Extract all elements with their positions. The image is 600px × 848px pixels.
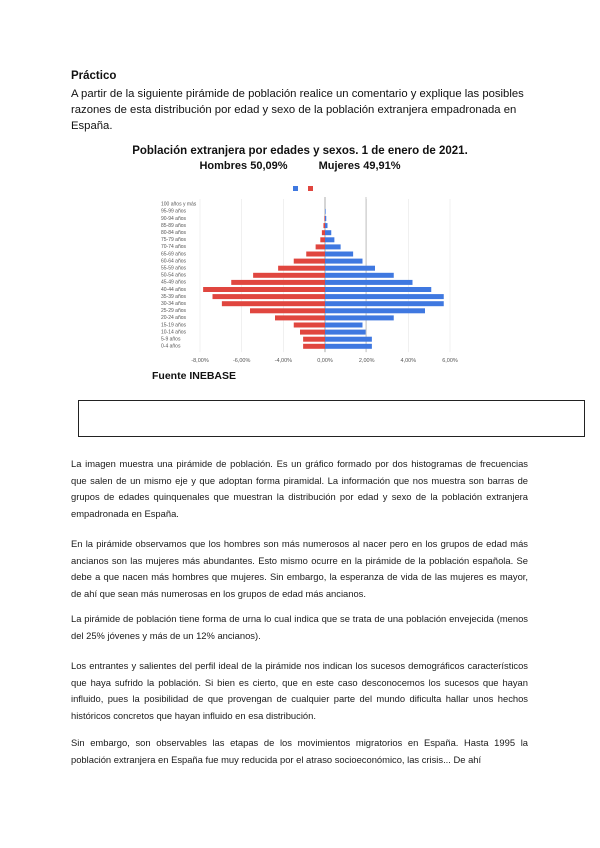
- bar-mujeres: [325, 237, 334, 242]
- age-group-label: 100 años y más: [161, 201, 197, 208]
- age-group-label: 85-89 años: [161, 222, 187, 229]
- bar-mujeres: [325, 323, 363, 328]
- bar-hombres: [323, 223, 325, 228]
- age-group-label: 65-69 años: [161, 251, 187, 258]
- bar-hombres: [294, 323, 325, 328]
- bar-mujeres: [325, 287, 431, 292]
- bar-hombres: [303, 344, 325, 349]
- answer-box[interactable]: [78, 400, 585, 437]
- bar-hombres: [320, 237, 325, 242]
- age-group-label: 80-84 años: [161, 230, 187, 236]
- bar-mujeres: [325, 259, 363, 264]
- x-tick-label: -6,00%: [232, 358, 251, 365]
- bar-mujeres: [325, 252, 353, 257]
- bar-mujeres: [325, 308, 425, 313]
- age-group-label: 50-54 años: [161, 272, 187, 279]
- bar-hombres: [300, 330, 325, 335]
- bar-mujeres: [325, 266, 375, 271]
- legend-mujeres-swatch: [293, 186, 298, 191]
- bar-mujeres: [325, 216, 326, 221]
- bar-hombres: [213, 294, 326, 299]
- exercise-heading: Práctico: [71, 70, 117, 82]
- age-group-label: 45-49 años: [161, 279, 187, 286]
- paragraph-4: Los entrantes y salientes del perfil ideal de la pirámide nos indican los sucesos demográficos característicos que haya sufrido la población. Si bien es cierto, que en este caso desconocemos los sucesos que hayan influido, pues la posibilidad de que provengan de cualquier parte del mundo dificulta hallar unos hechos históricos concretos que hayan influido en esa distribución.: [71, 660, 528, 721]
- chart-source: Fuente INEBASE: [152, 370, 237, 382]
- bar-mujeres: [325, 294, 444, 299]
- bar-mujeres: [325, 209, 326, 214]
- bar-hombres: [250, 308, 325, 313]
- bar-mujeres: [325, 330, 366, 335]
- bar-hombres: [294, 259, 325, 264]
- age-group-label: 90-94 años: [161, 215, 187, 222]
- bar-hombres: [303, 337, 325, 342]
- age-group-label: 10-14 años: [161, 329, 187, 336]
- x-tick-label: 2,00%: [358, 358, 375, 365]
- age-group-label: 35-39 años: [161, 293, 187, 300]
- age-group-label: 75-79 años: [161, 237, 187, 244]
- bar-mujeres: [325, 273, 394, 278]
- bar-hombres: [275, 315, 325, 320]
- x-tick-label: -8,00%: [191, 358, 209, 365]
- bar-hombres: [322, 230, 325, 235]
- age-group-label: 60-64 años: [161, 258, 187, 265]
- bar-hombres: [222, 301, 325, 306]
- paragraph-2: En la pirámide observamos que los hombres son más numerosos al nacer pero en los grupos de edad más ancianos son las mujeres más abundantes. Esto mismo ocurre en la pirámide de la población española. Se debe a que nacen más hombres que mujeres. Sin embargo, la esperanza de vida de las mujeres es mayor, de ahí que sean más numerosas en los grupos de edad más ancianos.: [71, 538, 528, 599]
- bar-mujeres: [325, 223, 328, 228]
- bar-hombres: [306, 252, 325, 257]
- x-tick-label: 6,00%: [442, 358, 458, 365]
- paragraph-5: Sin embargo, son observables las etapas de los movimientos migratorios en España. Hasta 1995 la población extranjera en España fue muy reducida por el atraso socioeconómico, las crisis... De ahí: [71, 737, 528, 765]
- bar-mujeres: [325, 344, 372, 349]
- bar-hombres: [203, 287, 325, 292]
- age-group-label: 40-44 años: [161, 286, 187, 293]
- bar-hombres: [231, 280, 325, 285]
- bar-hombres: [316, 244, 325, 249]
- exercise-prompt: A partir de la siguiente pirámide de población realice un comentario y explique las posibles razones de esta distribución por edad y sexo de la población extranjera empadronada en España.: [71, 88, 524, 132]
- x-tick-label: 4,00%: [400, 358, 417, 365]
- legend-hombres-swatch: [308, 186, 313, 191]
- subtitle-men: Hombres 50,09%: [199, 160, 288, 172]
- bar-mujeres: [325, 301, 444, 306]
- age-group-label: 25-29 años: [161, 308, 187, 315]
- age-group-label: 70-74 años: [161, 244, 187, 251]
- chart-subtitle: [0, 160, 600, 172]
- bar-mujeres: [325, 280, 413, 285]
- bar-hombres: [278, 266, 325, 271]
- chart-title: Población extranjera por edades y sexos. 1 de enero de 2021.: [132, 145, 468, 157]
- bar-mujeres: [325, 315, 394, 320]
- paragraph-3: La pirámide de población tiene forma de urna lo cual indica que se trata de una población envejecida (menos del 25% jóvenes y más de un 12% ancianos).: [71, 613, 528, 641]
- bar-hombres: [253, 273, 325, 278]
- subtitle-women: Mujeres 49,91%: [318, 160, 401, 172]
- bar-hombres: [324, 216, 325, 221]
- paragraph-1: La imagen muestra una pirámide de población. Es un gráfico formado por dos histogramas de frecuencias que salen de un mismo eje y que adoptan forma piramidal. La información que nos muestra son barras de grupos de edades quinquenales que muestran la distribución por edad y sexo de la población extranjera empadronada en España.: [71, 458, 528, 519]
- bar-mujeres: [325, 244, 341, 249]
- x-tick-label: -4,00%: [274, 358, 293, 365]
- population-pyramid-chart: [0, 176, 600, 365]
- bar-mujeres: [325, 337, 372, 342]
- x-tick-label: 0,00%: [317, 358, 333, 365]
- age-group-label: 95-99 años: [161, 208, 187, 215]
- age-group-label: 20-24 años: [161, 315, 187, 322]
- age-group-label: 55-59 años: [161, 265, 187, 272]
- age-group-label: 0-4 años: [161, 343, 181, 350]
- age-group-label: 15-19 años: [161, 322, 187, 329]
- age-group-label: 5-9 años: [161, 336, 181, 343]
- bar-mujeres: [325, 230, 331, 235]
- age-group-label: 30-34 años: [161, 301, 187, 307]
